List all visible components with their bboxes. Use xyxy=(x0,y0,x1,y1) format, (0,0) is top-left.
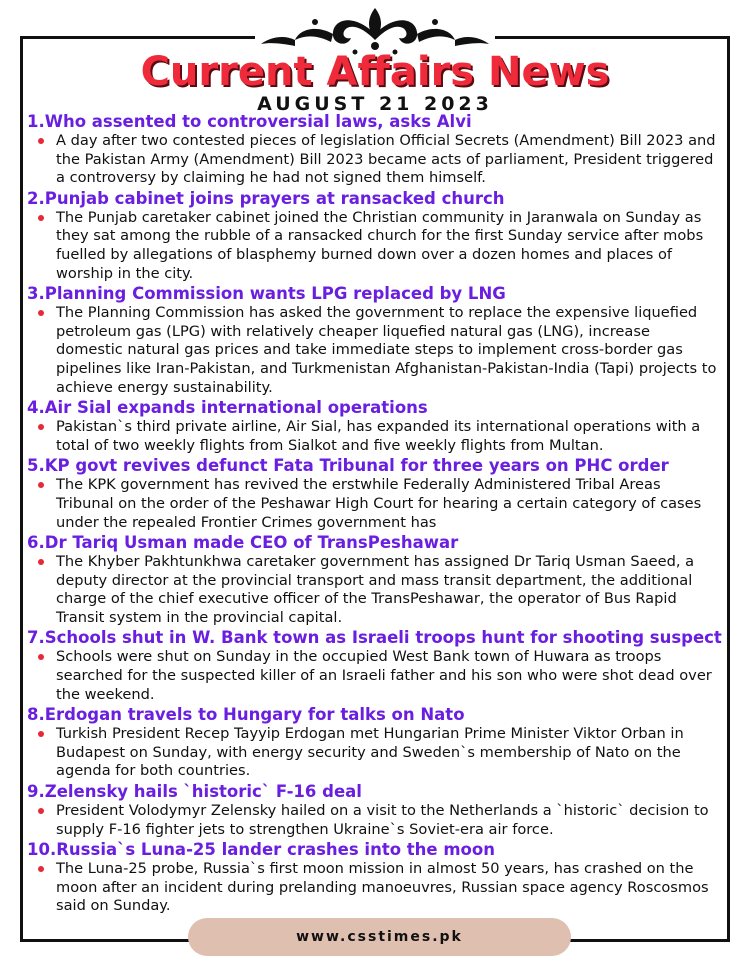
news-body-text: The Planning Commission has asked the government to replace the expensive liquefied petroleum gas (LPG) with relatively cheaper liquefied natural gas (LNG), increase domestic natural gas prices and take immediate steps to implement cross-border gas pipelines like Iran-Pakistan, and Turkmenistan Afghanistan-Pakistan-India (Tapi) projects to achieve energy sustainability. xyxy=(56,304,717,396)
news-item xyxy=(27,455,717,532)
news-headline: 10.Russia`s Luna-25 lander crashes into the moon xyxy=(27,840,495,860)
news-headline: 5.KP govt revives defunct Fata Tribunal for three years on PHC order xyxy=(27,456,669,476)
bullet-icon xyxy=(38,310,44,316)
news-body xyxy=(27,802,717,839)
news-body-text: The KPK government has revived the erstwhile Federally Administered Tribal Areas Tribunal on the order of the Peshawar High Court for hearing a certain category of cases under the repealed Frontier Crimes government has xyxy=(56,476,702,531)
news-item xyxy=(27,627,722,704)
news-headline: 7.Schools shut in W. Bank town as Israeli troops hunt for shooting suspect xyxy=(27,628,722,648)
news-body xyxy=(27,553,717,627)
news-body-text: The Punjab caretaker cabinet joined the Christian community in Jaranwala on Sunday as they sat among the rubble of a ransacked church for the first Sunday service after mobs fuelled by allegations of blasphemy burned down over a dozen homes and places of worship in the city. xyxy=(56,208,704,282)
news-body-text: President Volodymyr Zelensky hailed on a visit to the Netherlands a `historic` decision to supply F-16 fighter jets to strengthen Ukraine`s Soviet-era air force. xyxy=(56,802,709,838)
news-item xyxy=(27,111,717,188)
bullet-icon xyxy=(38,866,44,872)
news-item xyxy=(27,781,717,839)
news-headline: 8.Erdogan travels to Hungary for talks on Nato xyxy=(27,705,465,725)
news-body-text: The Luna-25 probe, Russia`s first moon mission in almost 50 years, has crashed on the moon after an incident during prelanding manoeuvres, Russian space agency Roscosmos said on Sunday. xyxy=(56,860,709,915)
bullet-icon xyxy=(38,215,44,221)
bullet-icon xyxy=(38,654,44,660)
news-item xyxy=(27,839,717,916)
bullet-icon xyxy=(38,731,44,737)
news-item xyxy=(27,532,717,627)
page-date: AUGUST 21 2023 xyxy=(257,93,493,115)
news-item xyxy=(27,704,717,781)
news-headline: 3.Planning Commission wants LPG replaced by LNG xyxy=(27,284,506,304)
news-headline: 9.Zelensky hails `historic` F-16 deal xyxy=(27,782,362,802)
news-body xyxy=(27,209,717,283)
news-list xyxy=(27,111,722,916)
news-body xyxy=(27,860,717,916)
news-headline: 6.Dr Tariq Usman made CEO of TransPeshawar xyxy=(27,533,459,553)
news-body xyxy=(27,304,717,397)
bullet-icon xyxy=(38,482,44,488)
bullet-icon xyxy=(38,808,44,814)
news-item xyxy=(27,397,717,455)
news-item xyxy=(27,283,717,397)
news-body-text: The Khyber Pakhtunkhwa caretaker government has assigned Dr Tariq Usman Saeed, a deputy director at the provincial transport and mass transit department, the additional charge of the chief executive officer of the TransPeshawar, the operator of Bus Rapid Transit system in the provincial capital. xyxy=(56,553,695,626)
news-body xyxy=(27,476,717,532)
bullet-icon xyxy=(38,559,44,565)
news-body-text: Pakistan`s third private airline, Air Sial, has expanded its international operations with a total of two weekly flights from Sialkot and five weekly flights from Multan. xyxy=(56,418,701,454)
news-headline: 2.Punjab cabinet joins prayers at ransacked church xyxy=(27,188,505,208)
bullet-icon xyxy=(38,138,44,144)
news-body xyxy=(27,132,717,188)
page-title: Current Affairs News xyxy=(140,49,610,95)
news-body-text: Turkish President Recep Tayyip Erdogan met Hungarian Prime Minister Viktor Orban in Budapest on Sunday, with energy security and Sweden`s membership of Nato on the agenda for both countries. xyxy=(56,725,684,780)
news-headline: 1.Who assented to controversial laws, asks Alvi xyxy=(27,112,472,131)
bullet-icon xyxy=(38,424,44,430)
news-body-text: A day after two contested pieces of legislation Official Secrets (Amendment) Bill 2023 and the Pakistan Army (Amendment) Bill 2023 became acts of parliament, President triggered a controversy by claiming he had not signed them himself. xyxy=(56,132,716,187)
website-link[interactable]: www.csstimes.pk xyxy=(188,918,571,956)
news-item xyxy=(27,188,717,283)
news-body xyxy=(27,725,717,781)
news-body-text: Schools were shut on Sunday in the occupied West Bank town of Huwara as troops searched for the suspected killer of an Israeli father and his son who were shot dead over the weekend. xyxy=(56,648,712,703)
news-headline: 4.Air Sial expands international operations xyxy=(27,398,428,418)
news-body xyxy=(27,418,717,455)
news-body xyxy=(27,648,717,704)
